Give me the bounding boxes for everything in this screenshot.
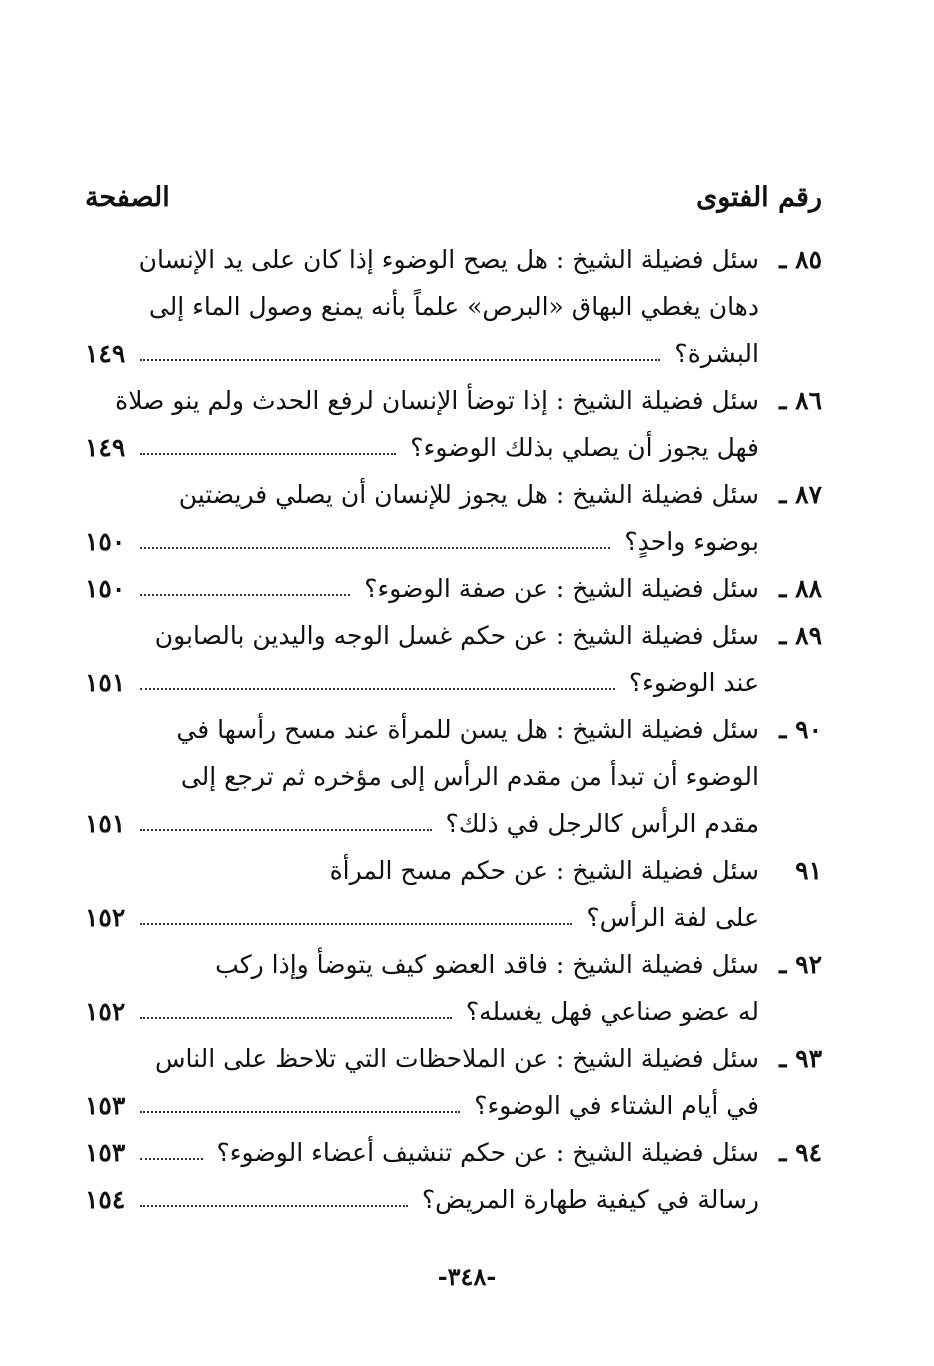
question-text: سئل فضيلة الشيخ : عن صفة الوضوء؟ [364,574,759,603]
dot-leader [140,424,396,455]
fatwa-number: ٨٨ ـ [779,574,822,603]
question-text: سئل فضيلة الشيخ : عن حكم مسح المرأة [329,856,759,885]
page-reference: ١٥٣ [85,1138,126,1167]
fatwa-number: ٩١ [795,856,822,885]
toc-entry [0,941,934,1035]
dot-leader [140,1129,203,1160]
question-text: على لفة الرأس؟ [586,903,759,932]
toc-entry-line [0,424,934,471]
fatwa-number: ٨٦ ـ [779,386,822,415]
toc-entry-line [0,330,934,377]
page-reference: ١٥١ [85,809,126,838]
toc-entry-line [0,1176,934,1223]
question-text: عند الوضوء؟ [628,668,759,697]
fatwa-number: ٩٠ ـ [779,715,822,744]
toc-entry [0,706,934,847]
toc-entry [0,471,934,565]
toc-entry-line [0,847,934,894]
toc-entry [0,236,934,377]
toc-entry [0,1176,934,1223]
toc-entry-line [0,565,934,612]
table-of-contents [0,236,934,1223]
page-reference: ١٥٢ [85,997,126,1026]
toc-entry-line [0,471,934,518]
toc-entry [0,1035,934,1129]
page-reference: ١٥٠ [85,574,126,603]
dot-leader [140,894,572,925]
toc-entry-line [0,283,934,330]
page-reference: ١٥٢ [85,903,126,932]
page-column-header: الصفحة [85,182,170,213]
question-text: سئل فضيلة الشيخ : إذا توضأ الإنسان لرفع الحدث ولم ينو صلاة [115,386,759,415]
toc-entry-line [0,706,934,753]
question-text: فهل يجوز أن يصلي بذلك الوضوء؟ [410,433,759,462]
toc-entry [0,377,934,471]
toc-entry [0,612,934,706]
toc-entry-line [0,612,934,659]
toc-entry-line [0,800,934,847]
page-reference: ١٥٠ [85,527,126,556]
toc-entry-line [0,753,934,800]
dot-leader [140,988,452,1019]
page-reference: ١٥١ [85,668,126,697]
question-text: سئل فضيلة الشيخ : فاقد العضو كيف يتوضأ وإذا ركب [215,950,759,979]
toc-entry-line [0,518,934,565]
question-text: سئل فضيلة الشيخ : هل يسن للمرأة عند مسح رأسها في [176,715,759,744]
toc-entry [0,1129,934,1176]
page-reference: ١٥٣ [85,1091,126,1120]
fatwa-number-column-header: رقم الفتوى [696,182,822,213]
question-text: في أيام الشتاء في الوضوء؟ [474,1091,759,1120]
toc-entry-line [0,236,934,283]
question-text: سئل فضيلة الشيخ : عن حكم غسل الوجه واليدين بالصابون [154,621,759,650]
toc-entry-line [0,1129,934,1176]
question-text: الوضوء أن تبدأ من مقدم الرأس إلى مؤخره ثم ترجع إلى [180,762,759,791]
toc-entry-line [0,377,934,424]
fatwa-number: ٩٤ ـ [779,1138,822,1167]
fatwa-number: ٨٧ ـ [779,480,822,509]
question-text: دهان يغطي البهاق «البرص» علماً بأنه يمنع وصول الماء إلى [148,292,759,321]
dot-leader [140,518,610,549]
toc-entry-line [0,1082,934,1129]
fatwa-number: ٨٩ ـ [779,621,822,650]
question-text: سئل فضيلة الشيخ : عن الملاحظات التي تلاحظ على الناس [154,1044,759,1073]
fatwa-number: ٩٢ ـ [779,950,822,979]
dot-leader [140,565,350,596]
question-text: رسالة في كيفية طهارة المريض؟ [421,1185,759,1214]
toc-entry-line [0,941,934,988]
toc-entry-line [0,659,934,706]
dot-leader [140,800,432,831]
page-reference: ١٤٩ [85,339,126,368]
question-text: سئل فضيلة الشيخ : هل يجوز للإنسان أن يصلي فريضتين [178,480,759,509]
question-text: البشرة؟ [674,339,759,368]
fatwa-number: ٩٣ ـ [779,1044,822,1073]
page-reference: ١٥٤ [85,1185,126,1214]
question-text: له عضو صناعي فهل يغسله؟ [465,997,759,1026]
toc-entry-line [0,988,934,1035]
toc-entry [0,847,934,941]
question-text: مقدم الرأس كالرجل في ذلك؟ [445,809,759,838]
page-number: -٣٤٨- [437,1262,497,1291]
toc-entry-line [0,1035,934,1082]
toc-entry-line [0,894,934,941]
dot-leader [140,1176,408,1207]
page-reference: ١٤٩ [85,433,126,462]
dot-leader [140,330,660,361]
question-text: سئل فضيلة الشيخ : هل يصح الوضوء إذا كان على يد الإنسان [138,245,759,274]
question-text: بوضوء واحدٍ؟ [624,527,759,556]
toc-entry [0,565,934,612]
dot-leader [140,659,615,690]
question-text: سئل فضيلة الشيخ : عن حكم تنشيف أعضاء الوضوء؟ [216,1138,759,1167]
dot-leader [140,1082,460,1113]
fatwa-number: ٨٥ ـ [779,245,822,274]
